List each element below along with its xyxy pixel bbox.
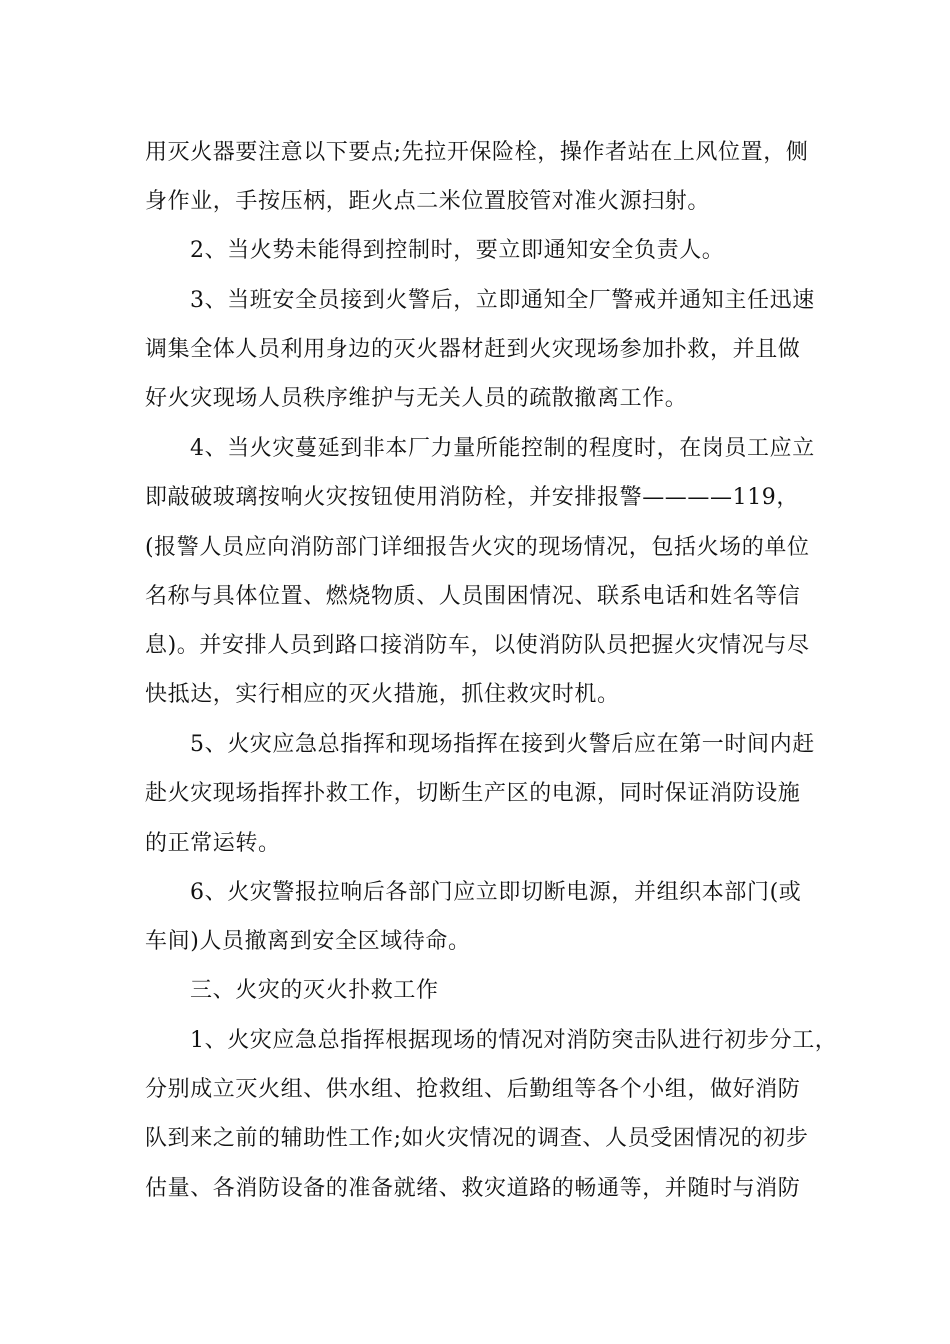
text-line: 用灭火器要注意以下要点;先拉开保险栓，操作者站在上风位置，侧 xyxy=(145,140,809,165)
paragraph-start-line: 5、火灾应急总指挥和现场指挥在接到火警后应在第一时间内赶 xyxy=(190,732,815,757)
paragraph-start-line: 2、当火势未能得到控制时，要立即通知安全负责人。 xyxy=(190,238,725,263)
paragraph-start-line: 1、火灾应急总指挥根据现场的情况对消防突击队进行初步分工， xyxy=(190,1028,838,1053)
text-line: 估量、各消防设备的准备就绪、救灾道路的畅通等，并随时与消防 xyxy=(145,1176,801,1201)
text-line: 调集全体人员利用身边的灭火器材赶到火灾现场参加扑救，并且做 xyxy=(145,337,801,362)
text-line: (报警人员应向消防部门详细报告火灾的现场情况，包括火场的单位 xyxy=(145,535,810,560)
paragraph-start-line: 3、当班安全员接到火警后，立即通知全厂警戒并通知主任迅速 xyxy=(190,288,815,313)
text-line: 队到来之前的辅助性工作;如火灾情况的调查、人员受困情况的初步 xyxy=(145,1126,809,1151)
paragraph-start-line: 6、火灾警报拉响后各部门应立即切断电源，并组织本部门(或 xyxy=(190,880,802,905)
text-line: 快抵达，实行相应的灭火措施，抓住救灾时机。 xyxy=(145,682,620,707)
text-line: 即敲破玻璃按响火灾按钮使用消防栓，并安排报警————119， xyxy=(145,485,799,510)
section-heading: 三、火灾的灭火扑救工作 xyxy=(190,978,439,1003)
text-line: 名称与具体位置、燃烧物质、人员围困情况、联系电话和姓名等信 xyxy=(145,584,801,609)
text-line: 车间)人员撤离到安全区域待命。 xyxy=(145,929,471,954)
text-line: 赴火灾现场指挥扑救工作，切断生产区的电源，同时保证消防设施 xyxy=(145,781,801,806)
text-line: 身作业，手按压柄，距火点二米位置胶管对准火源扫射。 xyxy=(145,189,711,214)
text-line: 息)。并安排人员到路口接消防车，以使消防队员把握火灾情况与尽 xyxy=(145,633,810,658)
text-line: 好火灾现场人员秩序维护与无关人员的疏散撤离工作。 xyxy=(145,386,688,411)
text-line: 的正常运转。 xyxy=(145,831,281,856)
paragraph-start-line: 4、当火灾蔓延到非本厂力量所能控制的程度时，在岗员工应立 xyxy=(190,436,815,461)
text-line: 分别成立灭火组、供水组、抢救组、后勤组等各个小组，做好消防 xyxy=(145,1077,801,1102)
